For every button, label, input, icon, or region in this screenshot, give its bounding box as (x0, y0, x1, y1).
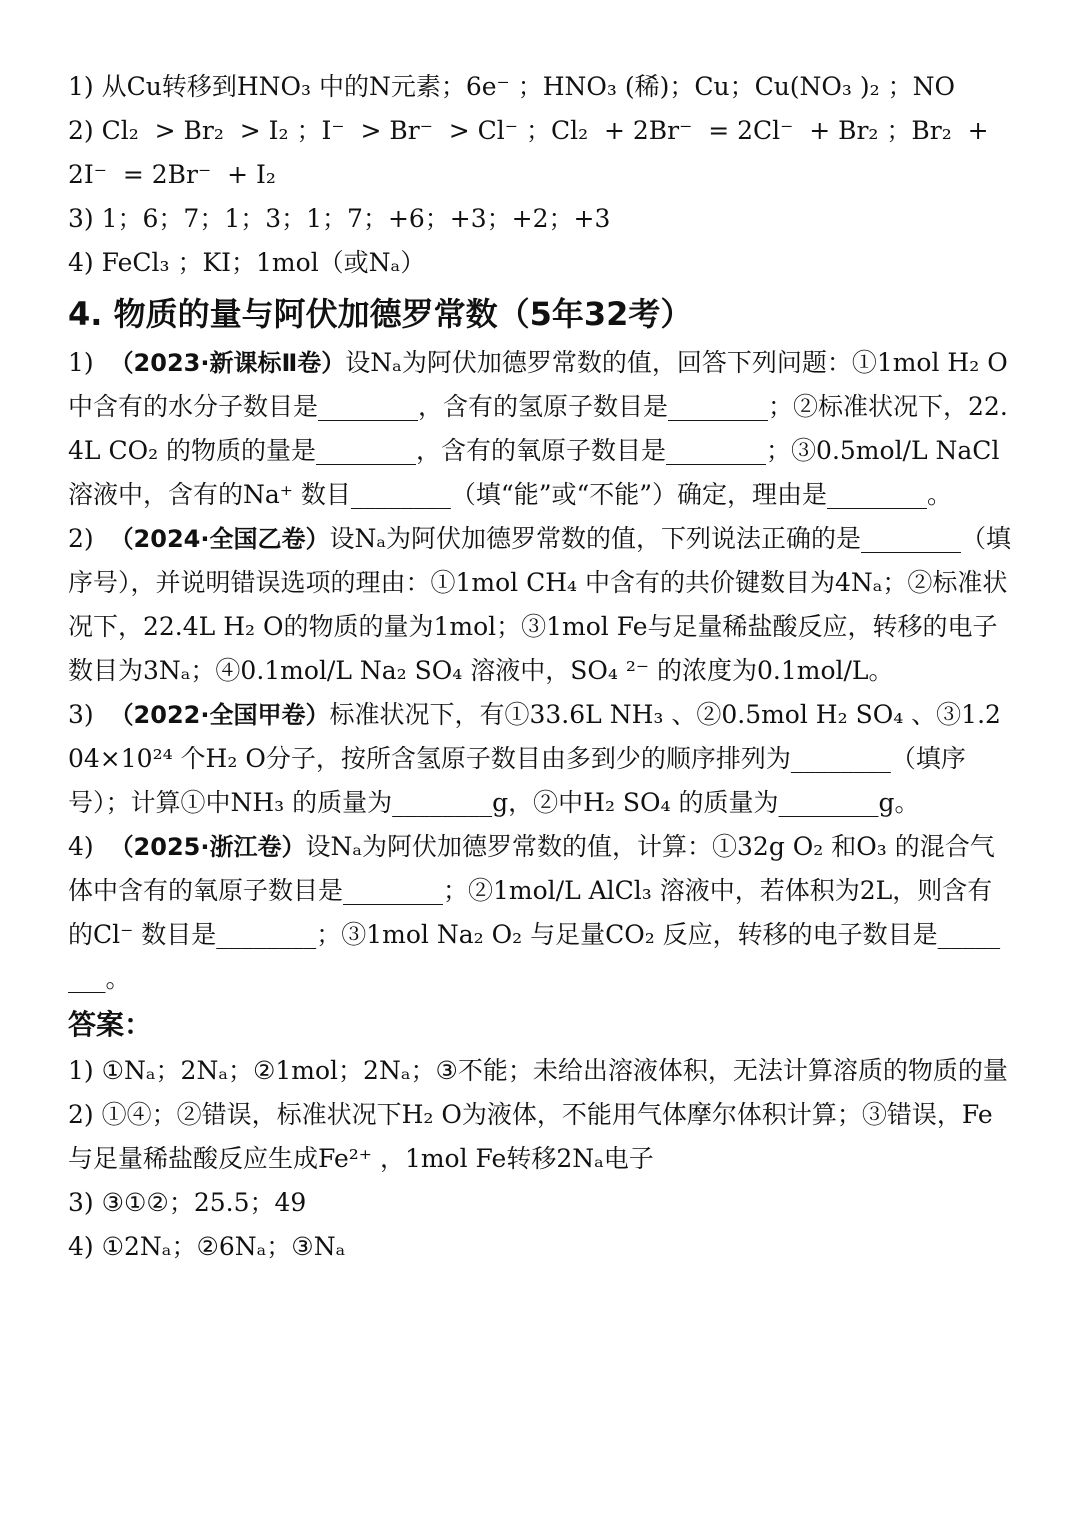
question-list (68, 341, 1012, 1001)
question-text: 标准状况下，有①33.6L NH₃ 、②0.5mol H₂ SO₄ 、③1.204×10²⁴ 个H₂ O分子，按所含氢原子数目由多到少的顺序排列为________（填序号）；计算①中NH₃ 的质量为________g，②中H₂ SO₄ 的质量为________g。 (68, 700, 1001, 817)
question-1 (68, 341, 1012, 517)
question-text: 设Nₐ为阿伏加德罗常数的值，下列说法正确的是________（填序号），并说明错误选项的理由：①1mol CH₄ 中含有的共价键数目为4Nₐ；②标准状况下，22.4L H₂ O的物质的量为1mol；③1mol Fe与足量稀盐酸反应，转移的电子数目为3Nₐ；④0.1mol/L Na₂ SO₄ 溶液中，SO₄ ²⁻ 的浓度为0.1mol/L。 (68, 524, 1012, 685)
question-2 (68, 517, 1012, 693)
answer-1: 1) ①Nₐ；2Nₐ；②1mol；2Nₐ；③不能；未给出溶液体积，无法计算溶质的物质的量 (68, 1056, 1008, 1085)
question-number: 4) (68, 832, 110, 861)
question-source: （2023·新课标Ⅱ卷） (109, 349, 346, 377)
prev-answer-2: 2) Cl₂ > Br₂ > I₂ ；I⁻ > Br⁻ > Cl⁻ ；Cl₂ + 2Br⁻ = 2Cl⁻ + Br₂ ；Br₂ + 2I⁻ = 2Br⁻ + I₂ (68, 116, 997, 189)
previous-answers (68, 0, 1012, 285)
question-number: 3) (68, 700, 110, 729)
section-title: 4. 物质的量与阿伏加德罗常数（5年32考） (68, 295, 693, 333)
question-text: 设Nₐ为阿伏加德罗常数的值，回答下列问题：①1mol H₂ O中含有的水分子数目是________，含有的氢原子数目是________；②标准状况下，22.4L CO₂ 的物质的量是________，含有的氧原子数目是________；③0.5mol/L NaCl溶液中，含有的Na⁺ 数目________（填“能”或“不能”）确定，理由是________。 (68, 348, 1008, 509)
question-number: 2) (68, 524, 110, 553)
prev-answer-3: 3) 1；6；7；1；3；1；7；+6；+3；+2；+3 (68, 204, 611, 233)
question-source: （2025·浙江卷） (109, 833, 306, 861)
answer-3: 3) ③①②；25.5；49 (68, 1188, 307, 1217)
question-source: （2024·全国乙卷） (109, 525, 330, 553)
answer-2: 2) ①④；②错误，标准状况下H₂ O为液体，不能用气体摩尔体积计算；③错误，Fe与足量稀盐酸反应生成Fe²⁺ ，1mol Fe转移2Nₐ电子 (68, 1100, 993, 1173)
question-text: 设Nₐ为阿伏加德罗常数的值，计算：①32g O₂ 和O₃ 的混合气体中含有的氧原子数目是________；②1mol/L AlCl₃ 溶液中，若体积为2L，则含有的Cl⁻ 数目是________；③1mol Na₂ O₂ 与足量CO₂ 反应，转移的电子数目是________。 (68, 832, 1001, 993)
answer-list (68, 1049, 1012, 1269)
question-source: （2022·全国甲卷） (109, 701, 330, 729)
question-number: 1) (68, 348, 110, 377)
answer-title: 答案： (68, 1008, 153, 1041)
answer-4: 4) ①2Nₐ；②6Nₐ；③Nₐ (68, 1232, 346, 1261)
prev-answer-1: 1) 从Cu转移到HNO₃ 中的N元素；6e⁻ ；HNO₃ (稀)；Cu；Cu(NO₃ )₂ ；NO (68, 72, 955, 101)
prev-answer-4: 4) FeCl₃ ；KI；1mol（或Nₐ） (68, 248, 426, 277)
question-3 (68, 693, 1012, 825)
question-4 (68, 825, 1012, 1001)
